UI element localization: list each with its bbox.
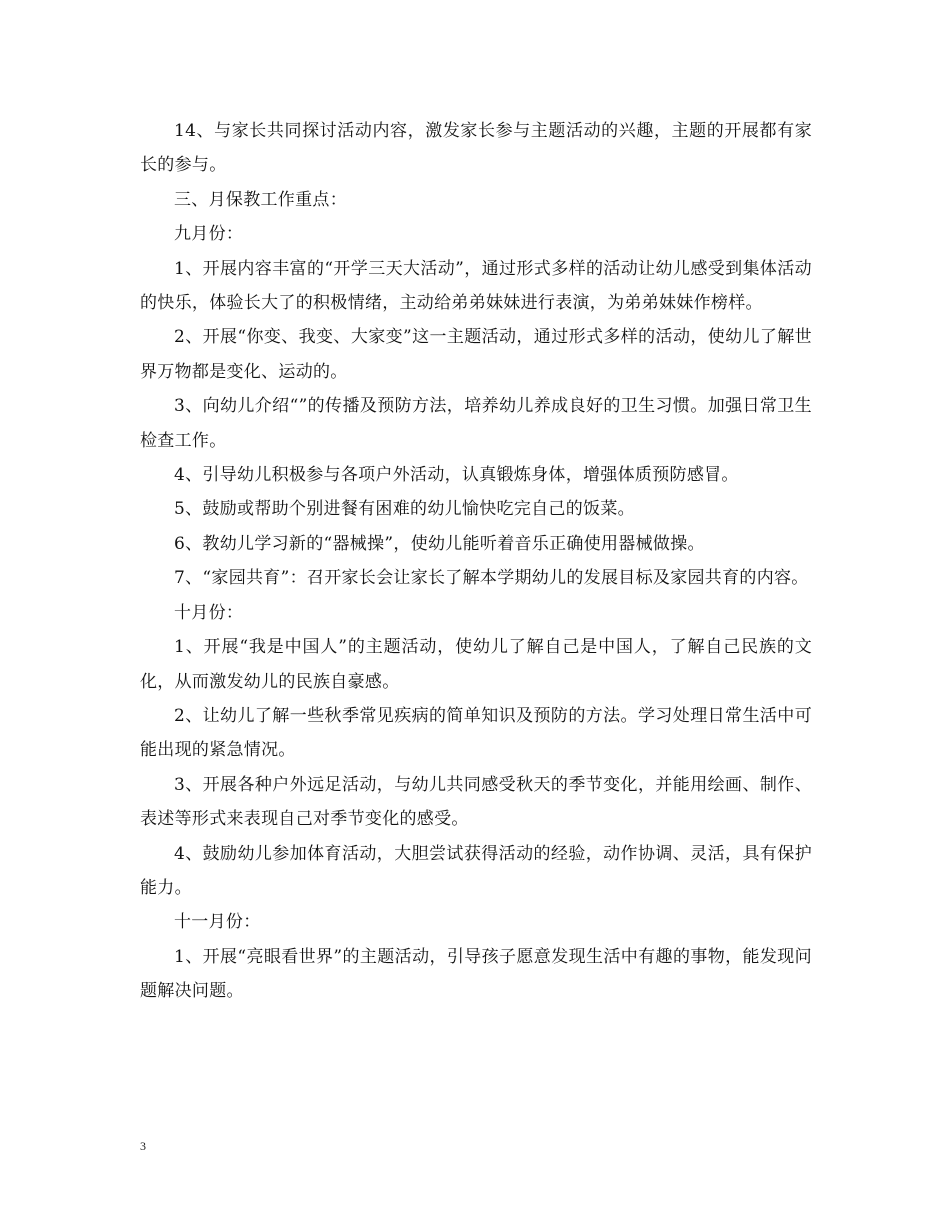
- page-number: 3: [140, 1139, 146, 1153]
- month-heading-september: 九月份：: [174, 224, 244, 245]
- october-item-1: 1、开展“我是中国人”的主题活动，使幼儿了解自己是中国人，了解自己民族的文化，从而激发幼儿的民族自豪感。: [140, 637, 812, 692]
- month-heading-october: 十月份：: [174, 602, 244, 623]
- september-item-7: 7、“家园共育”：召开家长会让家长了解本学期幼儿的发展目标及家园共育的内容。: [174, 568, 809, 589]
- november-item-1: 1、开展“亮眼看世界”的主题活动，引导孩子愿意发现生活中有趣的事物，能发现问题解决问题。: [140, 946, 812, 1002]
- document-body: [140, 114, 812, 1009]
- october-item-3: 3、开展各种户外远足活动，与幼儿共同感受秋天的季节变化，并能用绘画、制作、表述等形式来表现自己对季节变化的感受。: [140, 774, 812, 830]
- september-item-6: 6、教幼儿学习新的“器械操”，使幼儿能听着音乐正确使用器械做操。: [174, 533, 705, 554]
- october-item-2: 2、让幼儿了解一些秋季常见疾病的简单知识及预防的方法。学习处理日常生活中可能出现的紧急情况。: [140, 705, 812, 761]
- september-item-3: 3、向幼儿介绍“”的传播及预防方法，培养幼儿养成良好的卫生习惯。加强日常卫生检查工作。: [140, 396, 812, 451]
- september-item-4: 4、引导幼儿积极参与各项户外活动，认真锻炼身体，增强体质预防感冒。: [174, 465, 739, 486]
- september-item-5: 5、鼓励或帮助个别进餐有困难的幼儿愉快吃完自己的饭菜。: [174, 499, 635, 520]
- month-heading-november: 十一月份：: [174, 912, 261, 933]
- paragraph-item-14: 14、与家长共同探讨活动内容，激发家长参与主题活动的兴趣，主题的开展都有家长的参与。: [140, 121, 812, 176]
- october-item-4: 4、鼓励幼儿参加体育活动，大胆尝试获得活动的经验，动作协调、灵活，具有保护能力。: [140, 843, 812, 898]
- september-item-2: 2、开展“你变、我变、大家变”这一主题活动，通过形式多样的活动，使幼儿了解世界万物都是变化、运动的。: [140, 327, 812, 382]
- section-heading-monthly-focus: 三、月保教工作重点：: [174, 189, 347, 210]
- september-item-1: 1、开展内容丰富的“开学三天大活动”，通过形式多样的活动让幼儿感受到集体活动的快乐，体验长大了的积极情绪，主动给弟弟妹妹进行表演，为弟弟妹妹作榜样。: [140, 258, 812, 314]
